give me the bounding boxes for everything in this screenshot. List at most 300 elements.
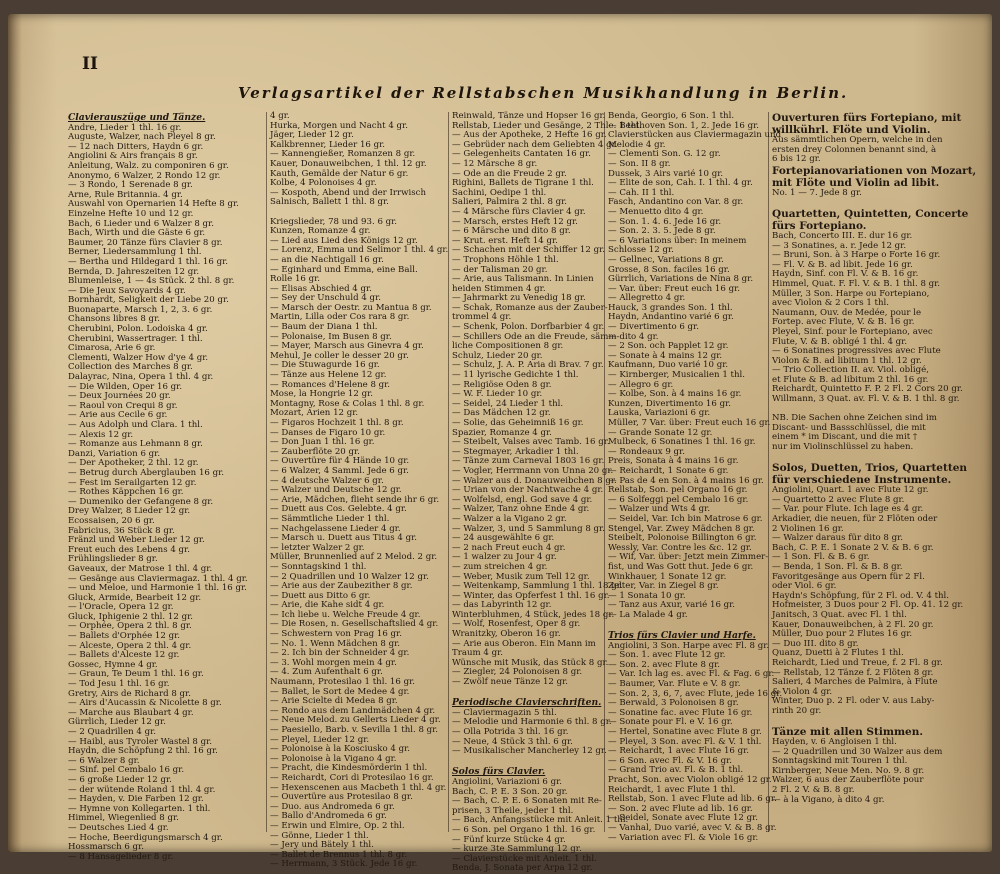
section-heading: Trios fürs Clavier und Harfe. bbox=[608, 630, 756, 642]
catalog-entry: Clementi, Walzer How d'ye 4 gr. bbox=[68, 352, 209, 363]
catalog-entry: — Arie, die Kahe sidt 4 gr. bbox=[270, 600, 385, 611]
catalog-entry: — Duo. aus Andromeda 6 gr. bbox=[270, 801, 395, 812]
catalog-entry: — 2 Quadrillen und 10 Walzer 12 gr. bbox=[270, 571, 429, 582]
catalog-entry: — 8 Hansagelieder 8 gr. bbox=[68, 851, 174, 862]
section-heading: Fortepianovariationen von Mozart, bbox=[772, 164, 977, 177]
catalog-entry: — Clavierstücke mit Anleit. 1 thl. bbox=[452, 853, 597, 864]
catalog-entry: Angiolini, Quart. 1 avec Flute 12 gr. bbox=[772, 485, 929, 496]
catalog-entry: — 4 deutsche Walzer 6 gr. bbox=[270, 475, 384, 486]
catalog-entry: — Gönne, Lieder 1 thl. bbox=[270, 830, 369, 841]
catalog-entry: — Die Wilden, Oper 16 gr. bbox=[68, 381, 183, 392]
catalog-entry: Pleyel, Sinf. pour le Fortepiano, avec bbox=[772, 326, 933, 337]
catalog-entry: — Divertimento 6 gr. bbox=[608, 322, 699, 333]
catalog-entry bbox=[772, 198, 964, 208]
catalog-entry: — Herrmann, 3 Stück. Jede 16 gr. bbox=[270, 859, 418, 870]
catalog-entry: — Cah. II 1 thl. bbox=[608, 187, 675, 198]
catalog-entry: Melodie 4 gr. bbox=[608, 139, 666, 150]
catalog-entry: — Ich liebe u. Welche Freude 4 gr. bbox=[270, 609, 421, 620]
catalog-entry: Himmel, Wiegenlied 8 gr. bbox=[68, 813, 179, 824]
catalog-entry: — Steibelt, Valses avec Tamb. 16 gr. bbox=[452, 437, 610, 448]
catalog-entry: Gaveaux, der Matrose 1 thl. 4 gr. bbox=[68, 563, 213, 574]
catalog-entry: — 6 Son. pel Organo 1 thl. 16 gr. bbox=[452, 824, 596, 835]
catalog-entry: — Die Jeux Savoyards 4 gr. bbox=[68, 285, 186, 296]
column-divider bbox=[768, 112, 769, 832]
catalog-entry: — Jahrmarkt zu Venedig 18 gr. bbox=[452, 293, 586, 304]
catalog-entry: — Neue, 4 Stück 3 thl. 6 gr. bbox=[452, 736, 573, 747]
catalog-entry: Kunzen, Romanze 4 gr. bbox=[270, 226, 371, 237]
catalog-entry: Lauska, Variazioni 6 gr. bbox=[608, 408, 711, 419]
catalog-entry: rinth 20 gr. bbox=[772, 705, 822, 716]
catalog-entry: — Walzer und Deutsche 12 gr. bbox=[270, 485, 402, 496]
catalog-entry: — Sonate pour Fl. e V. 16 gr. bbox=[608, 717, 733, 728]
catalog-entry: — Romanze aus Lehmann 8 gr. bbox=[68, 439, 203, 450]
catalog-entry: Gluck, Iphigenie 2 thl. 12 gr. bbox=[68, 611, 193, 622]
catalog-entry: — Bach, Anfangsstücke mit Anleit. 1 thl. bbox=[452, 815, 629, 826]
catalog-entry: Bernda, D. Jahreszeiten 12 gr. bbox=[68, 266, 200, 277]
catalog-entry: Danzi, Variation 6 gr. bbox=[68, 448, 161, 459]
catalog-entry: Kirnberger, Neue Men. No. 9. 8 gr. bbox=[772, 765, 925, 776]
catalog-entry: — Olla Potrida 3 thl. 16 gr. bbox=[452, 727, 569, 737]
catalog-entry: — Krut. erst. Heft 14 gr. bbox=[452, 235, 558, 246]
catalog-entry: Righini, Ballets de Tigrane 1 thl. bbox=[452, 178, 594, 189]
catalog-entry: — Ballets d'Orphée 12 gr. bbox=[68, 631, 180, 642]
catalog-entry: — Arie Scielte di Medea 8 gr. bbox=[270, 696, 398, 707]
catalog-entry: Zelter, Var. in Ziegel 8 gr. bbox=[608, 581, 719, 592]
catalog-entry: Reichardt, Quintetto F. P. 2 Fl. 2 Cors 20 gr. bbox=[772, 384, 963, 395]
catalog-entry: Ecossaisen, 20 6 gr. bbox=[68, 515, 155, 526]
catalog-entry: — Raoul von Crequi 8 gr. bbox=[68, 400, 178, 411]
catalog-entry: — Baum der Diana 1 thl. bbox=[270, 322, 378, 333]
catalog-entry: — Betrug durch Aberglauben 16 gr. bbox=[68, 467, 225, 478]
catalog-entry: — Deux Journées 20 gr. bbox=[68, 391, 171, 402]
catalog-entry: — Deutsches Lied 4 gr. bbox=[68, 822, 169, 833]
catalog-entry: — Gelegenheits Cantaten 16 gr. bbox=[452, 149, 591, 160]
catalog-entry: — Seidel, Sonate avec Flute 12 gr. bbox=[608, 813, 759, 824]
catalog-column-4 bbox=[608, 111, 783, 843]
catalog-entry: — Ballo d'Andromeda 6 gr. bbox=[270, 811, 387, 822]
catalog-entry: Hofmeister, 3 Duos pour 2 Fl. Op. 41. 12 gr. bbox=[772, 600, 964, 611]
catalog-entry: — Arie, aus Talismann. In Linien bbox=[452, 274, 594, 285]
catalog-entry: Hurka, Morgen und Nacht 4 gr. bbox=[270, 120, 408, 131]
catalog-entry: Reichardt, 1 avec Flute 1 thl. bbox=[608, 784, 736, 795]
catalog-entry: Müller, 7 Var. über: Freut euch 16 gr. bbox=[608, 418, 771, 428]
catalog-entry: Auswahl von Opernarien 14 Hefte 8 gr. bbox=[68, 199, 239, 210]
catalog-entry: — Sinf. pel Cembalo 16 gr. bbox=[68, 765, 185, 776]
catalog-entry: — l'Oracle, Opera 12 gr. bbox=[68, 602, 174, 613]
catalog-entry: — Die Stuwagurde 16 gr. bbox=[270, 360, 380, 371]
catalog-entry: Martin, Lilla oder Cos rara 8 gr. bbox=[270, 312, 410, 323]
catalog-entry: Violon & B. ad libitum 1 thl. 12 gr. bbox=[772, 355, 922, 366]
catalog-entry: Preis, Sonata à 4 mains 16 gr. bbox=[608, 456, 739, 467]
catalog-entry: — 11 lyrische Gedichte 1 thl. bbox=[452, 370, 579, 381]
catalog-entry: — Schak, Romanze aus der Zauber- bbox=[452, 302, 608, 313]
catalog-entry: et Flute & B. ad libitum 2 thl. 16 gr. bbox=[772, 374, 929, 385]
catalog-entry: — das Labyrinth 12 gr. bbox=[452, 600, 552, 611]
catalog-entry: Salieri, 4 Marches de Palmira, à Flute bbox=[772, 677, 938, 688]
catalog-entry: Gluck, Armide, Bearbeit 12 gr. bbox=[68, 592, 202, 603]
catalog-entry: — 6 Son. avec Fl. & V. 16 gr. bbox=[608, 755, 732, 766]
section-heading: fürs Fortepiano. bbox=[772, 219, 867, 232]
catalog-entry: — Figaros Hochzeit 1 thl. 8 gr. bbox=[270, 418, 404, 428]
catalog-entry: — Alceste, Opera 2 thl. 4 gr. bbox=[68, 640, 192, 651]
catalog-entry: nur im Violinschlüssel zu haben. bbox=[772, 442, 914, 453]
catalog-entry: Kauth, Gemälde der Natur 6 gr. bbox=[270, 168, 409, 179]
catalog-entry: 2 Fl. 2 V. & B. 8 gr. bbox=[772, 785, 855, 796]
catalog-entry: Cherubini, Polon. Lodoiska 4 gr. bbox=[68, 324, 208, 335]
catalog-entry: — der wütende Roland 1 thl. 4 gr. bbox=[68, 784, 216, 795]
catalog-entry: — 2 Quadrillen 4 gr. bbox=[68, 727, 157, 737]
catalog-entry: — Lied aus Lied des Königs 12 gr. bbox=[270, 235, 418, 246]
catalog-entry: — Lorenz, Emma und Selimor 1 thl. 4 gr. bbox=[270, 245, 449, 256]
catalog-entry: — Don Juan 1 thl. 16 gr. bbox=[270, 437, 375, 448]
catalog-entry: Traum 4 gr. bbox=[452, 648, 503, 659]
catalog-entry: — 6 Walzer, 4 Samml. Jede 6 gr. bbox=[270, 465, 409, 476]
catalog-entry: — Bach, C. P. E. 6 Sonaten mit Re- bbox=[452, 796, 602, 807]
catalog-entry: Dalayrac, Nina, Opera 1 thl. 4 gr. bbox=[68, 372, 214, 383]
catalog-entry: — Var. pour Flute. Ich lage es 4 gr. bbox=[772, 504, 924, 515]
catalog-entry: Reinwald, Tänze und Hopser 16 gr. bbox=[452, 111, 606, 121]
column-divider bbox=[604, 112, 605, 832]
catalog-entry: — 2 Son. och Papplet 12 gr. bbox=[608, 341, 729, 352]
catalog-entry: 6 bis 12 gr. bbox=[772, 154, 821, 165]
catalog-entry: — Sey der Unschuld 4 gr. bbox=[270, 293, 381, 304]
catalog-entry: trommel 4 gr. bbox=[452, 312, 512, 323]
section-heading: willkührl. Flöte und Violin. bbox=[772, 124, 931, 136]
catalog-entry: — Walzer und Wts 4 gr. bbox=[608, 504, 711, 515]
page-crease bbox=[8, 14, 22, 852]
catalog-entry: 4 gr. bbox=[270, 111, 290, 121]
catalog-entry: — 12 Märsche 8 gr. bbox=[452, 158, 538, 169]
catalog-entry: Montagny, Rose & Colas 1 thl. 8 gr. bbox=[270, 398, 425, 409]
catalog-entry: — Bruni, Son. à 3 Harpe o Forte 16 gr. bbox=[772, 250, 941, 261]
catalog-entry: Fasch, Andantino con Var. 8 gr. bbox=[608, 197, 744, 208]
catalog-entry: avec Violon & 2 Cors 1 thl. bbox=[772, 298, 890, 309]
catalog-entry: Gretry, Airs de Richard 8 gr. bbox=[68, 688, 191, 699]
catalog-entry: — Fl. V. & B. ad libit. Jede 16 gr. bbox=[772, 259, 913, 270]
catalog-entry: Jäger, Lieder 12 gr. bbox=[270, 130, 354, 141]
catalog-column-1 bbox=[68, 112, 264, 862]
catalog-entry: Kauer, Donauweibchen, 1 thl. 12 gr. bbox=[270, 158, 427, 169]
catalog-entry: Rellstab, Son. 1 avec Flute ad lib. 6 gr. bbox=[608, 794, 777, 805]
catalog-entry: — Ballet, le Sort de Medee 4 gr. bbox=[270, 686, 410, 697]
catalog-entry: Collection des Marches 8 gr. bbox=[68, 362, 193, 373]
catalog-entry: — Wolf, Rosenfest, Oper 8 gr. bbox=[452, 619, 581, 630]
catalog-entry: — Elisas Abschied 4 gr. bbox=[270, 283, 372, 294]
catalog-entry: — 1 Sonata 10 gr. bbox=[608, 590, 686, 601]
catalog-entry: — Benda, 1 Son. Fl. & B. 8 gr. bbox=[772, 561, 903, 572]
catalog-entry: — Reichardt, Cori di Protesilao 16 gr. bbox=[270, 772, 434, 783]
catalog-entry: — Ziegler, 24 Polonoisen 8 gr. bbox=[452, 667, 583, 678]
catalog-entry: Arne, Rule Britannia. 4 gr. bbox=[68, 189, 183, 200]
catalog-entry: & Violon 4 gr. bbox=[772, 686, 833, 697]
catalog-entry: — Orphée, Opera 2 thl. 8 gr. bbox=[68, 621, 192, 632]
catalog-entry bbox=[452, 688, 602, 698]
catalog-entry: Bach, Concerto III. E. dur 16 gr. bbox=[772, 230, 913, 241]
catalog-entry: — Grande Sonate 12 gr. bbox=[608, 427, 713, 438]
catalog-entry: Winkhauer, 1 Sonate 12 gr. bbox=[608, 571, 727, 582]
catalog-entry: — Polonaise, Im Busen 8 gr. bbox=[270, 331, 392, 342]
catalog-entry: — Son. 1. 4. 6. Jede 16 gr. bbox=[608, 216, 722, 227]
catalog-entry: Hossmarsch 6 gr. bbox=[68, 842, 144, 853]
catalog-entry: — Rondeaux 9 gr. bbox=[608, 446, 685, 457]
catalog-entry: — Pas de 4 en Son. à 4 mains 16 gr. bbox=[608, 475, 764, 486]
catalog-entry: Mozart, Arien 12 gr. bbox=[270, 408, 359, 419]
catalog-entry: — Arie, Mädchen, flieht sende ihr 6 gr. bbox=[270, 494, 440, 505]
catalog-entry: Kauer, Donauweibchen, à 2 Fl. 20 gr. bbox=[772, 619, 934, 630]
catalog-entry: — Tänze zum Carneval 1803 16 gr. bbox=[452, 456, 605, 467]
catalog-entry: — Marche aus Blaubart 4 gr. bbox=[68, 707, 194, 718]
catalog-entry: Dussek, 3 Airs varié 10 gr. bbox=[608, 168, 724, 179]
catalog-entry: — Weitenkamp, Sammlung 1 thl. 18 gr. bbox=[452, 581, 623, 592]
catalog-entry: — Vogler, Herrmann von Unna 20 gr. bbox=[452, 465, 614, 476]
catalog-entry: heiden Stimmen 4 gr. bbox=[452, 283, 546, 294]
section-heading: mit Flöte und Violin ad libit. bbox=[772, 176, 940, 189]
catalog-entry: Buonaparte, Marsch 1, 2, 3. 6 gr. bbox=[68, 304, 213, 315]
catalog-entry: — Rondo aus dem Landmädchen 4 gr. bbox=[270, 705, 436, 716]
catalog-entry: Frühlingslieder 8 gr. bbox=[68, 554, 158, 565]
catalog-entry: — Duo III. dito 8 gr. bbox=[772, 638, 859, 649]
catalog-entry: — 12 nach Ditters, Haydn 6 gr. bbox=[68, 141, 204, 152]
catalog-entry: — Kirnberger, Musicalien 1 thl. bbox=[608, 370, 745, 381]
catalog-entry: — Gesänge aus Claviermagaz. 1 thl. 4 gr. bbox=[68, 573, 248, 584]
catalog-entry: — Tänze aus Helene 12 gr. bbox=[270, 370, 387, 381]
catalog-entry: Flute, V. & B. obligé 1 thl. 4 gr. bbox=[772, 336, 908, 347]
catalog-entry: Clavierstücken aus Claviermagazin und bbox=[608, 130, 782, 141]
catalog-entry: — Walzer, 3, und 5 Sammlung 8 gr. bbox=[452, 523, 605, 534]
catalog-entry: — Tod Jesu 1 thl. 16 gr. bbox=[68, 679, 170, 690]
catalog-entry: — Clementi Son. G. 12 gr. bbox=[608, 149, 721, 160]
page-title: Verlagsartikel der Rellstabschen Musikhandlung in Berlin. bbox=[238, 84, 849, 102]
catalog-entry: — Son. 2. avec Flute 8 gr. bbox=[608, 659, 721, 670]
catalog-entry: — Seidel, Var. Ich bin Matrose 6 gr. bbox=[608, 513, 763, 524]
catalog-entry: Bach, C. P. E. 3 Son. 20 gr. bbox=[452, 786, 568, 797]
catalog-entry: — und Meloe, und Harmonie 1 thl. 16 gr. bbox=[68, 583, 247, 594]
catalog-entry: Steibelt, Polonoise Billington 6 gr. bbox=[608, 533, 757, 544]
catalog-entry: — Menuetto dito 4 gr. bbox=[608, 206, 704, 217]
catalog-entry: — Walzer a la Vigano 2 gr. bbox=[452, 513, 567, 524]
catalog-entry: Wranitzky, Oberon 16 gr. bbox=[452, 629, 561, 640]
catalog-entry: — Romances d'Helene 8 gr. bbox=[270, 379, 391, 390]
catalog-entry: — Erwin und Elmire, Op. 2 thl. bbox=[270, 820, 405, 831]
catalog-entry: Auguste, Walzer, nach Pleyel 8 gr. bbox=[68, 132, 216, 143]
catalog-entry: — Sonate à 4 mains 12 gr. bbox=[608, 350, 723, 361]
catalog-entry: — Hayden, v. Die Farben 12 gr. bbox=[68, 794, 204, 805]
catalog-entry: — Kannengießer, Romanzen 8 gr. bbox=[270, 149, 416, 160]
catalog-entry: Benda, Georgio, 6 Son. 1 thl. bbox=[608, 111, 735, 121]
catalog-entry: — 4 Märsche fürs Clavier 4 gr. bbox=[452, 206, 586, 217]
catalog-entry: Kaufmann, Duo varié 10 gr. bbox=[608, 360, 729, 371]
catalog-entry bbox=[608, 620, 766, 630]
catalog-entry: Cherubini, Wassertrager. 1 thl. bbox=[68, 333, 203, 344]
catalog-entry: — Pleyel, Lieder 12 gr. bbox=[270, 734, 370, 745]
catalog-entry: — 3 Rondo, 1 Serenade 8 gr. bbox=[68, 180, 193, 191]
section-heading: Solos, Duetten, Trios, Quartetten bbox=[772, 462, 968, 475]
catalog-entry: Discant- und Bassschlüssel, die mit bbox=[772, 422, 926, 433]
catalog-entry: — 6 Solfeggi pel Cembalo 16 gr. bbox=[608, 494, 749, 505]
catalog-entry: — Der Apotheker, 2 thl. 12 gr. bbox=[68, 458, 199, 469]
catalog-entry: Mose, la Hongrie 12 gr. bbox=[270, 389, 373, 400]
catalog-entry: Bach, 6 Lieder und 6 Walzer 8 gr. bbox=[68, 218, 214, 229]
catalog-entry: — 2 Quadrillen und 30 Walzer aus dem bbox=[772, 746, 943, 757]
catalog-entry: — Bertha und Hildegard 1 thl. 16 gr. bbox=[68, 256, 228, 267]
catalog-entry: — zum streichen 4 gr. bbox=[452, 561, 548, 572]
catalog-entry: — Ouvertüre für 4 Hände 10 gr. bbox=[270, 456, 410, 467]
catalog-entry: — Gellnec, Variations 8 gr. bbox=[608, 254, 724, 265]
catalog-entry: — Var. über: Freut euch 16 gr. bbox=[608, 283, 740, 294]
catalog-entry: — Polonoise à la Kosciusko 4 gr. bbox=[270, 744, 410, 755]
catalog-entry: — Son. 2. 3. 5. Jede 8 gr. bbox=[608, 226, 716, 237]
catalog-entry: — Zauberflöte 20 gr. bbox=[270, 446, 360, 457]
catalog-entry: Drey Walzer, 8 Lieder 12 gr. bbox=[68, 506, 191, 517]
catalog-entry: — Ballets d'Alceste 12 gr. bbox=[68, 650, 180, 661]
catalog-entry: Bach, Wirth und die Gäste 6 gr. bbox=[68, 228, 206, 239]
catalog-entry: — Schillers Ode an die Freude, sämm- bbox=[452, 331, 620, 342]
catalog-entry: Grosse, 8 Son. faciles 16 gr. bbox=[608, 264, 730, 275]
catalog-entry: Mehul, Je coller le desser 20 gr. bbox=[270, 350, 409, 361]
catalog-entry: Wessly, Var. Contre les &c. 12 gr. bbox=[608, 542, 752, 553]
catalog-entry: Winter, Duo p. 2 Fl. oder V. aus Laby- bbox=[772, 696, 935, 707]
catalog-entry: — Neue Melod. zu Gellerts Lieder 4 gr. bbox=[270, 715, 441, 726]
catalog-entry: — Nachgelassene Lieder 4 gr. bbox=[270, 523, 401, 534]
catalog-entry: Kunzen, Divertimento 16 gr. bbox=[608, 398, 731, 409]
catalog-entry: Wünsche mit Musik, das Stück 8 gr. bbox=[452, 657, 609, 668]
catalog-entry: — Solie, das Geheimniß 16 gr. bbox=[452, 418, 584, 428]
catalog-entry: Gürrlich, Lieder 12 gr. bbox=[68, 717, 166, 728]
catalog-entry: Fortep. avec Flute, V. & B. 16 gr. bbox=[772, 317, 915, 328]
catalog-entry: — Allegretto 4 gr. bbox=[608, 293, 686, 304]
section-heading: Solos fürs Clavier. bbox=[452, 766, 546, 778]
page-number: II bbox=[82, 54, 98, 74]
catalog-entry: Salnisch, Ballett 1 thl. 8 gr. bbox=[270, 197, 389, 208]
catalog-entry: Bornhardt, Seligkeit der Liebe 20 gr. bbox=[68, 295, 229, 306]
catalog-entry: — Walzer, Tanz ohne Ende 4 gr. bbox=[452, 504, 590, 515]
catalog-entry: — Vanhal, Duo varié, avec V. & B. 8 gr. bbox=[608, 822, 777, 833]
catalog-entry: Willmann, 3 Quat. av. Fl. V. & B. 1 thl. 8 gr. bbox=[772, 394, 960, 405]
catalog-entry: Rellstab, Son. pel Organo 16 gr. bbox=[608, 485, 748, 496]
catalog-entry: — letzter Walzer 2 gr. bbox=[270, 542, 365, 553]
catalog-entry: oder Viol. 6 gr. bbox=[772, 581, 837, 592]
catalog-entry: — Haibl, aus Tyroler Wastel 8 gr. bbox=[68, 736, 212, 747]
catalog-entry bbox=[452, 757, 602, 767]
catalog-entry: — Arie aus Oberon. Ein Mann im bbox=[452, 638, 596, 649]
catalog-entry: — Seidel, 24 Lieder 1 thl. bbox=[452, 398, 564, 409]
catalog-entry: Haydn, Sinf. con Fl. V. & B. 16 gr. bbox=[772, 269, 919, 280]
catalog-entry: — Son. 2, 3, 6, 7, avec Flute, jede 16 gr. bbox=[608, 688, 783, 699]
catalog-entry: Einzelne Hefte 10 und 12 gr. bbox=[68, 208, 194, 219]
catalog-entry: — Berwald, 3 Polonoisen 8 gr. bbox=[608, 698, 739, 709]
catalog-entry: Kalkbrenner, Lieder 16 gr. bbox=[270, 139, 386, 150]
catalog-entry: — Zwölf neue Tänze 12 gr. bbox=[452, 677, 569, 688]
catalog-entry: — Hoche, Beerdigungsmarsch 4 gr. bbox=[68, 832, 223, 843]
catalog-entry: — der Talisman 20 gr. bbox=[452, 264, 548, 275]
catalog-entry: Hauck, 3 grandes Son. 1 thl. bbox=[608, 302, 733, 313]
catalog-entry: — Sämmtliche Lieder 1 thl. bbox=[270, 513, 390, 524]
catalog-entry: Quanz, Duetti à 2 Flutes 1 thl. bbox=[772, 648, 904, 659]
catalog-entry: — Allegro 6 gr. bbox=[608, 379, 674, 390]
catalog-entry: — Rothes Käppchen 16 gr. bbox=[68, 487, 184, 498]
catalog-entry: — Sonatine fac. avec Flute 16 gr. bbox=[608, 707, 753, 718]
catalog-entry: — Schwestern von Prag 16 gr. bbox=[270, 629, 402, 640]
catalog-entry bbox=[772, 453, 964, 463]
catalog-entry: — No. 1. Wenn Mädchen 8 gr. bbox=[270, 638, 401, 649]
catalog-entry: — 2. Ich bin der Schneider 4 gr. bbox=[270, 648, 410, 659]
section-heading: Tänze mit allen Stimmen. bbox=[772, 726, 924, 739]
catalog-entry: Müller, Duo pour 2 Flutes 16 gr. bbox=[772, 629, 913, 640]
catalog-entry: Sachini, Oedipe 1 thl. bbox=[452, 187, 547, 198]
catalog-entry: — Gebrüder nach dem Geliebten 4 gr. bbox=[452, 139, 618, 150]
catalog-entry: — W. F. Lieder 10 gr. bbox=[452, 389, 543, 400]
catalog-entry: — Schenk, Polon. Dorfbarbier 4 gr. bbox=[452, 322, 605, 333]
catalog-entry: Müller, 3 Son. Harpe ou Fortepiano, bbox=[772, 288, 930, 299]
catalog-entry: — Das Mädchen 12 gr. bbox=[452, 408, 551, 419]
catalog-entry: — Schachen mit der Schiffer 12 gr. bbox=[452, 245, 605, 256]
section-heading: Ouverturen fürs Fortepiano, mit bbox=[772, 112, 962, 124]
catalog-entry: — 2 nach Freut euch 4 gr. bbox=[452, 542, 566, 553]
catalog-entry: Naumann, Ouv. de Medée, pour le bbox=[772, 307, 922, 318]
catalog-entry: — Weber, Musik zum Tell 12 gr. bbox=[452, 571, 590, 582]
catalog-entry: — Reichardt, 1 Sonate 6 gr. bbox=[608, 465, 729, 476]
catalog-entry: — Religiöse Oden 8 gr. bbox=[452, 379, 552, 390]
catalog-entry: — Baumer, Var. Flute e V. 8 gr. bbox=[608, 679, 741, 690]
catalog-entry: Stengel, Var. Zwey Mädchen 8 gr. bbox=[608, 523, 755, 534]
catalog-entry: Haydn, Andantino varié 6 gr. bbox=[608, 312, 734, 323]
catalog-entry bbox=[772, 716, 964, 726]
catalog-entry: Berner, Liedersammlung 1 thl. bbox=[68, 247, 202, 258]
catalog-entry: ersten drey Colonnen benannt sind, à bbox=[772, 144, 937, 155]
catalog-entry: — Mayer, Marsch aus Ginevra 4 gr. bbox=[270, 341, 424, 352]
catalog-entry: Reichardt, Lied und Treue, f. 2 Fl. 8 gr. bbox=[772, 657, 943, 668]
catalog-entry: Spazier, Romanze 4 gr. bbox=[452, 427, 552, 438]
catalog-entry: — Wolfelsd, engl. God save 4 gr. bbox=[452, 494, 593, 505]
catalog-entry: Fränzl und Weber Lieder 12 gr. bbox=[68, 535, 205, 546]
section-heading: Quartetten, Quintetten, Concerte bbox=[772, 207, 969, 220]
catalog-entry: Arkadier, die neuen, für 2 Flöten oder bbox=[772, 514, 938, 524]
column-divider bbox=[448, 112, 449, 832]
catalog-entry: — Hymne von Kollegarten. 1 thl. bbox=[68, 803, 211, 814]
column-divider bbox=[266, 112, 267, 832]
catalog-entry: — Urian von der Nachtwache 4 gr. bbox=[452, 485, 604, 496]
catalog-entry: — Graun, Te Deum 1 thl. 16 gr. bbox=[68, 669, 204, 680]
catalog-entry: Himmel, Quat. F. Fl. V. & B. 1 thl. 8 gr. bbox=[772, 278, 941, 289]
catalog-entry: — 24 ausgewählte 6 gr. bbox=[452, 533, 555, 544]
catalog-entry: Favoritgesänge aus Opern für 2 Fl. bbox=[772, 571, 925, 582]
section-heading: Clavierauszüge und Tänze. bbox=[68, 112, 206, 123]
catalog-entry: — Tanz aus Axur, varié 16 gr. bbox=[608, 600, 736, 611]
catalog-entry: Naumann, Protesilao 1 thl. 16 gr. bbox=[270, 677, 415, 688]
section-heading: für verschiedene Instrumente. bbox=[772, 474, 952, 487]
catalog-entry: Andre, Lieder 1 thl. 16 gr. bbox=[68, 122, 182, 133]
catalog-entry: — Son. II 8 gr. bbox=[608, 158, 671, 169]
catalog-entry: — La Malade 4 gr. bbox=[608, 609, 688, 620]
catalog-entry: Rolle 16 gr. bbox=[270, 274, 321, 285]
catalog-entry: — Sonntagskind 1 thl. bbox=[270, 561, 367, 572]
catalog-entry: — Dumeniko der Gefangene 8 gr. bbox=[68, 496, 214, 507]
catalog-entry: — 6 Variations über: In meinem bbox=[608, 235, 747, 246]
catalog-entry: 2 Violinen 16 gr. bbox=[772, 523, 844, 534]
catalog-entry: — Wif, Var. über: Jetzt mein Zimmer- bbox=[608, 552, 769, 563]
catalog-entry: — Polonoise à la Vigano 4 gr. bbox=[270, 753, 397, 764]
catalog-entry: Schulz, Lieder 20 gr. bbox=[452, 350, 543, 361]
catalog-entry: — Fünf kurze Stücke 4 gr. bbox=[452, 834, 566, 845]
catalog-entry: prisen, 3 Theile, jeder 1 thl. bbox=[452, 805, 574, 816]
catalog-entry: — Marsch, erstes Heft 12 gr. bbox=[452, 216, 578, 227]
catalog-entry: Fabricius, 36 Stück 8 gr. bbox=[68, 525, 175, 536]
catalog-entry: Salieri, Palmira 2 thl. 8 gr. bbox=[452, 197, 568, 208]
catalog-entry: — Var. Ich lag es. avec Fl. & Fag. 6 gr. bbox=[608, 669, 775, 680]
catalog-entry: Müller, Brunnenlied auf 2 Melod. 2 gr. bbox=[270, 552, 438, 563]
catalog-entry: — à la Vigano, à dito 4 gr. bbox=[772, 794, 885, 805]
catalog-entry: — Jery und Bätely 1 thl. bbox=[270, 840, 374, 851]
